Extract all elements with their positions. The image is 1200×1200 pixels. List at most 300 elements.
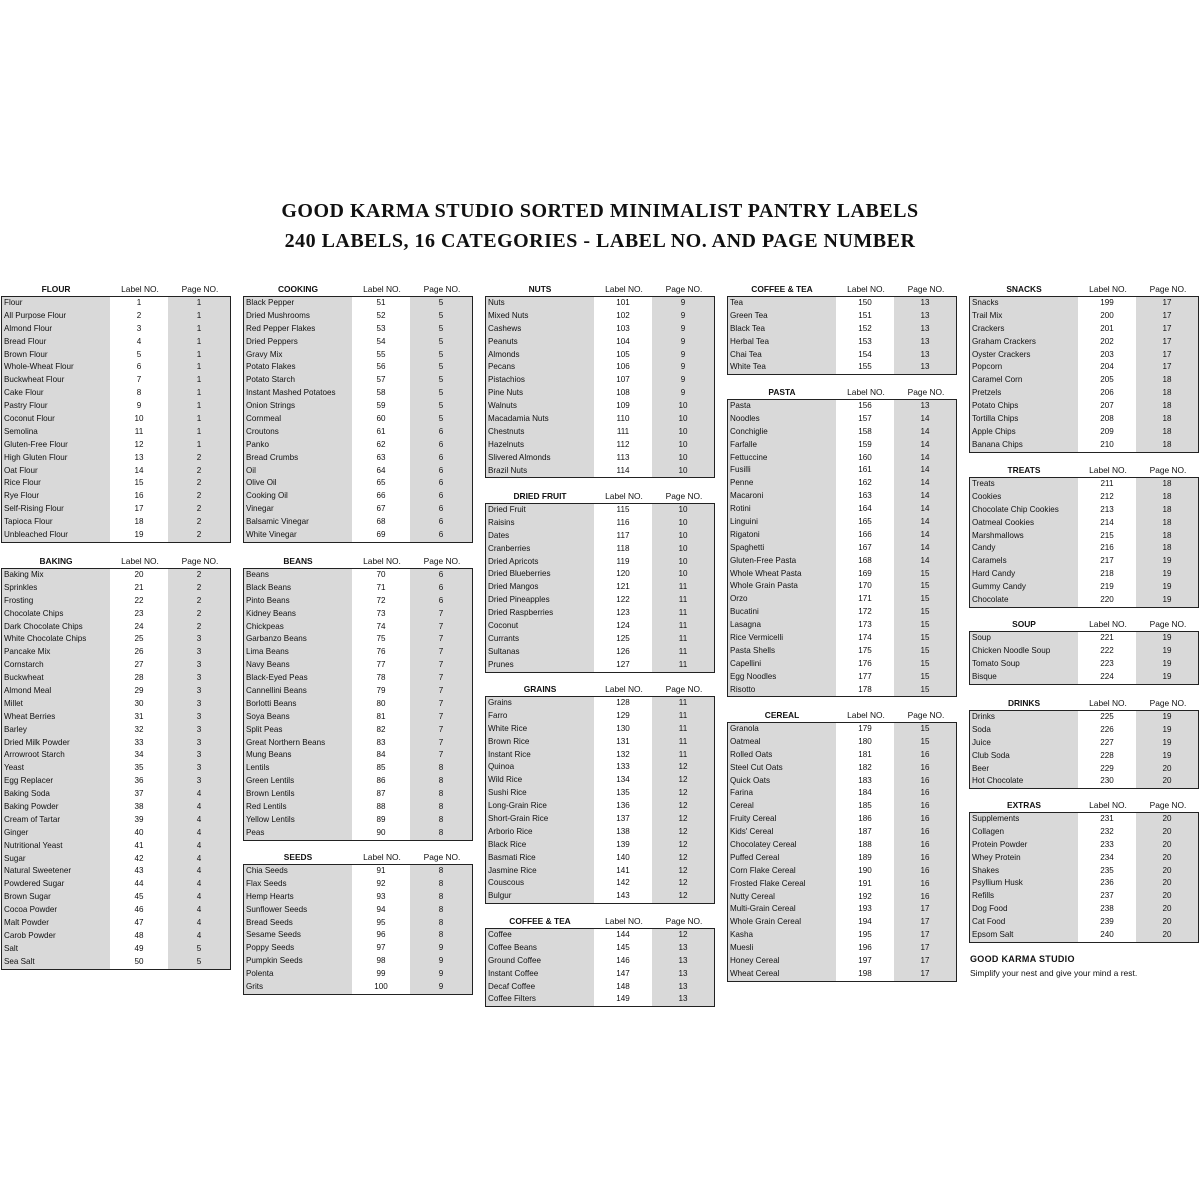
table-row [244,452,472,465]
label-number: 168 [836,555,894,568]
page-number: 7 [410,646,472,659]
page-subtitle: 240 LABELS, 16 CATEGORIES - LABEL NO. AND PAGE NUMBER [284,230,916,252]
label-number: 174 [836,632,894,645]
item-name: Club Soda [970,750,1078,763]
table-row [728,658,956,671]
item-name: Short-Grain Rice [486,813,594,826]
label-number: 97 [352,942,410,955]
item-name: Frosting [2,595,110,608]
label-number: 194 [836,916,894,929]
item-name: Panko [244,439,352,452]
page-no-header: Page NO. [1149,284,1187,294]
item-name: Mixed Nuts [486,310,594,323]
table-row [970,400,1198,413]
page-no-header: Page NO. [423,284,461,294]
table-row [970,323,1198,336]
label-number: 73 [352,608,410,621]
table-row [728,723,956,736]
table-row [2,387,230,400]
page-number: 7 [410,633,472,646]
label-number: 215 [1078,530,1136,543]
page-number: 3 [168,685,230,698]
label-number: 152 [836,323,894,336]
item-name: Yellow Lentils [244,814,352,827]
item-name: Instant Mashed Potatoes [244,387,352,400]
item-name: Long-Grain Rice [486,800,594,813]
item-name: Lasagna [728,619,836,632]
table-row [2,788,230,801]
label-number: 9 [110,400,168,413]
category-title: COOKING [277,284,318,294]
page-number: 7 [410,724,472,737]
item-name: Potato Starch [244,374,352,387]
table-row [970,929,1198,942]
table-row [486,710,714,723]
page-number: 5 [168,943,230,956]
table-row [244,801,472,814]
label-number: 103 [594,323,652,336]
item-name: Sea Salt [2,956,110,969]
item-name: White Vinegar [244,529,352,542]
item-name: Chicken Noodle Soup [970,645,1078,658]
table-row [728,852,956,865]
item-name: Barley [2,724,110,737]
page-number: 15 [894,593,956,606]
category-table [1,296,231,543]
table-row [970,530,1198,543]
label-number: 147 [594,968,652,981]
page-number: 5 [410,336,472,349]
item-name: Arborio Rice [486,826,594,839]
table-row [244,633,472,646]
item-name: Whole Grain Cereal [728,916,836,929]
page-number: 14 [894,503,956,516]
label-number: 41 [110,840,168,853]
item-name: Sugar [2,853,110,866]
page-number: 20 [1136,865,1198,878]
page-number: 19 [1136,724,1198,737]
page-number: 2 [168,452,230,465]
label-number: 51 [352,297,410,310]
table-row [728,568,956,581]
table-row [2,685,230,698]
item-name: Farina [728,787,836,800]
table-row [244,814,472,827]
label-number: 71 [352,582,410,595]
table-row [486,426,714,439]
page-number: 11 [652,594,714,607]
item-name: Pancake Mix [2,646,110,659]
category-title: GRAINS [523,684,557,694]
label-number: 192 [836,891,894,904]
item-name: Egg Replacer [2,775,110,788]
page-number: 4 [168,840,230,853]
label-number: 190 [836,865,894,878]
page-number: 15 [894,723,956,736]
item-name: Egg Noodles [728,671,836,684]
item-name: Steel Cut Oats [728,762,836,775]
table-row [2,400,230,413]
item-name: Bread Seeds [244,917,352,930]
page-number: 4 [168,814,230,827]
page-number: 17 [1136,323,1198,336]
category-table [969,296,1199,453]
table-row [970,671,1198,684]
label-number: 13 [110,452,168,465]
label-number: 240 [1078,929,1136,942]
table-row [2,621,230,634]
item-name: Caramels [970,555,1078,568]
item-name: White Rice [486,723,594,736]
label-number: 207 [1078,400,1136,413]
page-number: 5 [410,349,472,362]
label-number: 63 [352,452,410,465]
page-number: 4 [168,827,230,840]
item-name: Green Lentils [244,775,352,788]
page-number: 18 [1136,426,1198,439]
label-number: 4 [110,336,168,349]
label-number: 94 [352,904,410,917]
item-name: Brown Rice [486,736,594,749]
page-number: 7 [410,698,472,711]
label-number: 133 [594,761,652,774]
table-row [728,464,956,477]
label-number: 234 [1078,852,1136,865]
category-header [727,283,957,295]
category-title: DRIED FRUIT [513,491,567,501]
item-name: Yeast [2,762,110,775]
label-number: 149 [594,993,652,1006]
item-name: Linguini [728,516,836,529]
item-name: Soya Beans [244,711,352,724]
label-number: 176 [836,658,894,671]
category-soup [969,618,1199,685]
label-number: 145 [594,942,652,955]
item-name: Rotini [728,503,836,516]
label-number: 37 [110,788,168,801]
item-name: Oyster Crackers [970,349,1078,362]
table-row [728,619,956,632]
item-name: Dried Milk Powder [2,737,110,750]
page-number: 1 [168,387,230,400]
item-name: Kids' Cereal [728,826,836,839]
page-number: 19 [1136,555,1198,568]
item-name: Tea [728,297,836,310]
label-number: 33 [110,737,168,750]
category-header [485,490,715,502]
category-header [969,283,1199,295]
page-number: 13 [894,361,956,374]
item-name: Cereal [728,800,836,813]
table-row [2,865,230,878]
label-number: 76 [352,646,410,659]
page-number: 11 [652,659,714,672]
page-number: 13 [894,336,956,349]
item-name: Banana Chips [970,439,1078,452]
table-row [2,569,230,582]
item-name: Almond Meal [2,685,110,698]
item-name: Cookies [970,491,1078,504]
item-name: Shakes [970,865,1078,878]
label-number: 100 [352,981,410,994]
label-number: 214 [1078,517,1136,530]
page-number: 1 [168,297,230,310]
table-row [244,465,472,478]
label-number: 161 [836,464,894,477]
item-name: Garbanzo Beans [244,633,352,646]
table-row [2,853,230,866]
page-number: 14 [894,452,956,465]
table-row [2,582,230,595]
item-name: Red Pepper Flakes [244,323,352,336]
page-number: 1 [168,310,230,323]
table-row [728,632,956,645]
table-row [2,452,230,465]
item-name: Ginger [2,827,110,840]
table-row [970,504,1198,517]
category-pasta [727,386,957,697]
page-number: 20 [1136,763,1198,776]
page-no-header: Page NO. [181,556,219,566]
page-number: 5 [410,374,472,387]
page-number: 19 [1136,750,1198,763]
table-row [486,736,714,749]
label-no-header: Label NO. [605,684,643,694]
item-name: Wild Rice [486,774,594,787]
table-row [728,903,956,916]
table-row [2,595,230,608]
item-name: Lentils [244,762,352,775]
item-name: Bread Flour [2,336,110,349]
category-header [969,799,1199,811]
table-row [244,749,472,762]
label-number: 15 [110,477,168,490]
table-row [728,426,956,439]
table-row [244,955,472,968]
label-number: 109 [594,400,652,413]
category-table [243,568,473,841]
item-name: Hazelnuts [486,439,594,452]
item-name: Dried Fruit [486,504,594,517]
page-number: 17 [894,942,956,955]
page-no-header: Page NO. [665,916,703,926]
label-number: 6 [110,361,168,374]
page-number: 3 [168,775,230,788]
item-name: Ground Coffee [486,955,594,968]
table-row [728,542,956,555]
category-drinks [969,697,1199,789]
item-name: Beans [244,569,352,582]
label-number: 230 [1078,775,1136,788]
label-number: 223 [1078,658,1136,671]
page-number: 7 [410,685,472,698]
table-row [728,310,956,323]
table-row [486,890,714,903]
item-name: Sprinkles [2,582,110,595]
item-name: Baking Soda [2,788,110,801]
label-number: 46 [110,904,168,917]
item-name: Almonds [486,349,594,362]
page-number: 12 [652,774,714,787]
item-name: Whole Grain Pasta [728,580,836,593]
table-row [244,374,472,387]
page-number: 2 [168,595,230,608]
category-title: COFFEE & TEA [751,284,813,294]
page-number: 2 [168,621,230,634]
item-name: Beer [970,763,1078,776]
item-name: Poppy Seeds [244,942,352,955]
item-name: Capellini [728,658,836,671]
table-row [970,349,1198,362]
label-number: 128 [594,697,652,710]
page-number: 11 [652,697,714,710]
page-number: 3 [168,698,230,711]
category-header [243,851,473,863]
page-number: 16 [894,787,956,800]
table-row [728,787,956,800]
page-number: 17 [1136,297,1198,310]
item-name: Crackers [970,323,1078,336]
table-row [970,439,1198,452]
table-row [244,310,472,323]
table-row [486,581,714,594]
item-name: Dried Pineapples [486,594,594,607]
page-number: 19 [1136,671,1198,684]
item-name: Puffed Cereal [728,852,836,865]
label-number: 222 [1078,645,1136,658]
item-name: Granola [728,723,836,736]
item-name: Oil [244,465,352,478]
page-title: GOOD KARMA STUDIO SORTED MINIMALIST PANTRY LABELS [281,200,919,222]
label-number: 237 [1078,890,1136,903]
table-row [970,413,1198,426]
table-row [2,323,230,336]
item-name: Penne [728,477,836,490]
label-number: 137 [594,813,652,826]
table-row [244,904,472,917]
table-row [486,749,714,762]
label-number: 34 [110,749,168,762]
item-name: Self-Rising Flour [2,503,110,516]
item-name: Potato Flakes [244,361,352,374]
item-name: Corn Flake Cereal [728,865,836,878]
label-number: 229 [1078,763,1136,776]
item-name: Multi-Grain Cereal [728,903,836,916]
page-number: 6 [410,439,472,452]
table-row [2,878,230,891]
page-number: 17 [1136,349,1198,362]
item-name: Pistachios [486,374,594,387]
label-number: 233 [1078,839,1136,852]
item-name: Coconut [486,620,594,633]
category-header [1,555,231,567]
page-number: 20 [1136,903,1198,916]
page-number: 14 [894,529,956,542]
page-no-header: Page NO. [1149,465,1187,475]
item-name: Unbleached Flour [2,529,110,542]
item-name: Bucatini [728,606,836,619]
label-number: 67 [352,503,410,516]
item-name: Instant Coffee [486,968,594,981]
label-number: 125 [594,633,652,646]
page-number: 2 [168,477,230,490]
label-number: 32 [110,724,168,737]
table-row [244,413,472,426]
table-row [486,659,714,672]
table-row [2,646,230,659]
page-number: 6 [410,490,472,503]
page-number: 1 [168,336,230,349]
page-number: 6 [410,465,472,478]
label-number: 45 [110,891,168,904]
label-number: 216 [1078,542,1136,555]
item-name: Gluten-Free Pasta [728,555,836,568]
label-no-header: Label NO. [847,387,885,397]
item-name: Farro [486,710,594,723]
table-row [728,762,956,775]
table-row [2,490,230,503]
page-number: 20 [1136,852,1198,865]
table-row [728,968,956,981]
page-no-header: Page NO. [181,284,219,294]
item-name: Grains [486,697,594,710]
item-name: Fruity Cereal [728,813,836,826]
table-row [970,632,1198,645]
table-row [244,929,472,942]
table-row [970,594,1198,607]
table-row [486,336,714,349]
label-number: 119 [594,556,652,569]
item-name: Rice Vermicelli [728,632,836,645]
page-number: 8 [410,762,472,775]
table-row [486,517,714,530]
label-number: 227 [1078,737,1136,750]
label-number: 199 [1078,297,1136,310]
label-number: 196 [836,942,894,955]
item-name: Macadamia Nuts [486,413,594,426]
category-header [1,283,231,295]
table-row [970,711,1198,724]
page-number: 18 [1136,478,1198,491]
label-number: 36 [110,775,168,788]
page-number: 14 [894,464,956,477]
page-number: 15 [894,632,956,645]
label-number: 83 [352,737,410,750]
item-name: Buckwheat Flour [2,374,110,387]
page-number: 9 [410,942,472,955]
label-number: 2 [110,310,168,323]
page-no-header: Page NO. [665,684,703,694]
table-row [2,608,230,621]
item-name: Coconut Flour [2,413,110,426]
table-row [728,477,956,490]
label-number: 25 [110,633,168,646]
label-number: 204 [1078,361,1136,374]
page-number: 8 [410,917,472,930]
category-title: BAKING [39,556,73,566]
page-number: 8 [410,814,472,827]
label-number: 47 [110,917,168,930]
item-name: Vinegar [244,503,352,516]
table-row [244,788,472,801]
item-name: Brown Flour [2,349,110,362]
label-number: 150 [836,297,894,310]
item-name: Tapioca Flour [2,516,110,529]
table-row [970,645,1198,658]
item-name: Rye Flour [2,490,110,503]
label-number: 197 [836,955,894,968]
page-number: 16 [894,852,956,865]
